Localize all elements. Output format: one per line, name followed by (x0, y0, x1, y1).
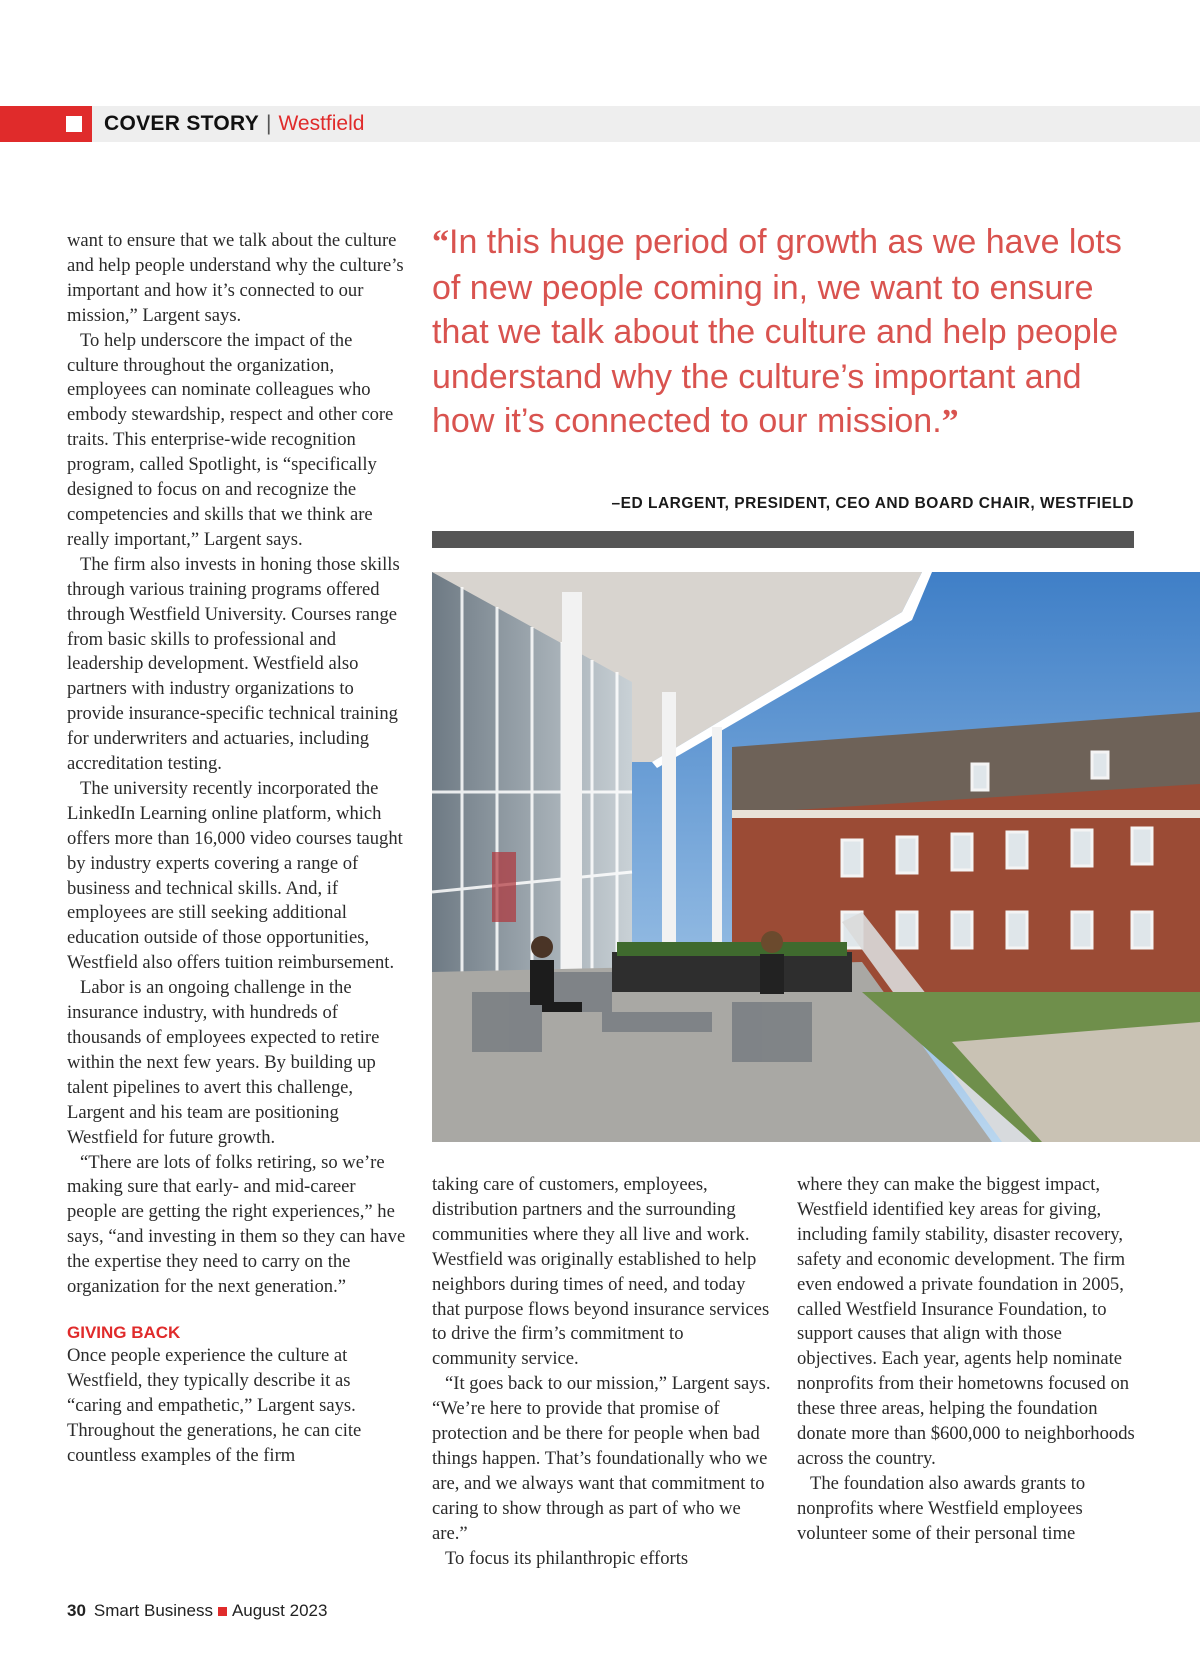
footer-square-icon (218, 1607, 227, 1616)
body-paragraph: To focus its philanthropic efforts (445, 1547, 689, 1569)
open-quote-mark: “ (432, 224, 449, 261)
section-header (0, 106, 1200, 142)
page-number: 30 (67, 1601, 86, 1620)
body-paragraph: want to ensure that we talk about the culture and help people understand why the culture’s important and how it’s connected to our mission,” Largent says. (67, 230, 404, 326)
header-square-icon (66, 116, 82, 132)
quote-attribution: –ED LARGENT, PRESIDENT, CEO AND BOARD CHAIR, WESTFIELD (611, 495, 1134, 512)
left-column (67, 229, 407, 1469)
quote-divider-bar (432, 531, 1134, 548)
terrace-photo (432, 572, 1200, 1142)
issue-date: August 2023 (231, 1601, 328, 1620)
body-paragraph: To help underscore the impact of the culture throughout the organization, employees can nominate colleagues who embody stewardship, respect and other core traits. This enterprise-wide recognition program, called Spotlight, is “specifically designed to focus on and recognize the competencies and skills that we think are really important,” Largent says. (67, 329, 394, 550)
body-paragraph: “There are lots of folks retiring, so we’re making sure that early- and mid-career people are getting the right experiences,” he says, “and investing in them so they can have the expertise they need to carry on the organization for the next generation.” (67, 1151, 406, 1298)
body-paragraph: Once people experience the culture at Westfield, they typically describe it as “caring and empathetic,” Largent says. Throughout the generations, he can cite countless examples of the firm (67, 1344, 362, 1466)
publication-name: Smart Business (93, 1601, 213, 1620)
pull-quote (432, 220, 1132, 445)
pull-quote-text: In this huge period of growth as we have lots of new people coming in, we want to ensure that we talk about the culture and help people understand why the culture’s important and how it’s connected to our mission. (432, 223, 1122, 440)
header-separator: | (266, 112, 272, 135)
page-footer (67, 1599, 327, 1623)
body-paragraph: The firm also invests in honing those skills through various training programs offered through Westfield University. Courses range from basic skills to professional and leadership development. Westfield also partners with industry organizations to provide insurance-specific technical training for underwriters and actuaries, including accreditation testing. (67, 553, 400, 775)
middle-column (432, 1173, 772, 1572)
body-paragraph: where they can make the biggest impact, Westfield identified key areas for giving, including family stability, disaster recovery, safety and economic development. The firm even endowed a private foundation in 2005, called Westfield Insurance Foundation, to support causes that align with those objectives. Each year, agents help nominate nonprofits from their hometowns focused on these three areas, helping the foundation donate more than $600,000 to neighborhoods across the country. (797, 1174, 1135, 1469)
header-label: COVER STORY (104, 112, 259, 135)
body-paragraph: The university recently incorporated the LinkedIn Learning online platform, which offers more than 16,000 video courses taught by industry experts covering a range of business and technical skills. And, if employees are still seeking additional education outside of those opportunities, Westfield also offers tuition reimbursement. (67, 777, 403, 974)
body-paragraph: Labor is an ongoing challenge in the insurance industry, with hundreds of thousands of employees expected to retire within the next few years. By building up talent pipelines to avert this challenge, Largent and his team are positioning Westfield for future growth. (67, 977, 380, 1148)
header-text (104, 111, 364, 137)
body-paragraph: “It goes back to our mission,” Largent says. “We’re here to provide that promise of protection and be there for people when bad things happen. That’s foundationally who we are, and we always want that commitment to caring to show through as part of who we are.” (432, 1373, 771, 1544)
body-paragraph: taking care of customers, employees, distribution partners and the surrounding communities where they all live and work. Westfield was originally established to help neighbors during times of need, and today that purpose flows beyond insurance services to drive the firm’s commitment to community service. (432, 1174, 770, 1370)
close-quote-mark: ” (941, 403, 959, 440)
subhead-giving-back: GIVING BACK (67, 1322, 181, 1342)
header-accent-block (0, 106, 92, 142)
body-paragraph: The foundation also awards grants to nonprofits where Westfield employees volunteer some of their personal time (797, 1472, 1086, 1544)
header-section-name: Westfield (278, 112, 365, 135)
right-column (797, 1173, 1137, 1547)
